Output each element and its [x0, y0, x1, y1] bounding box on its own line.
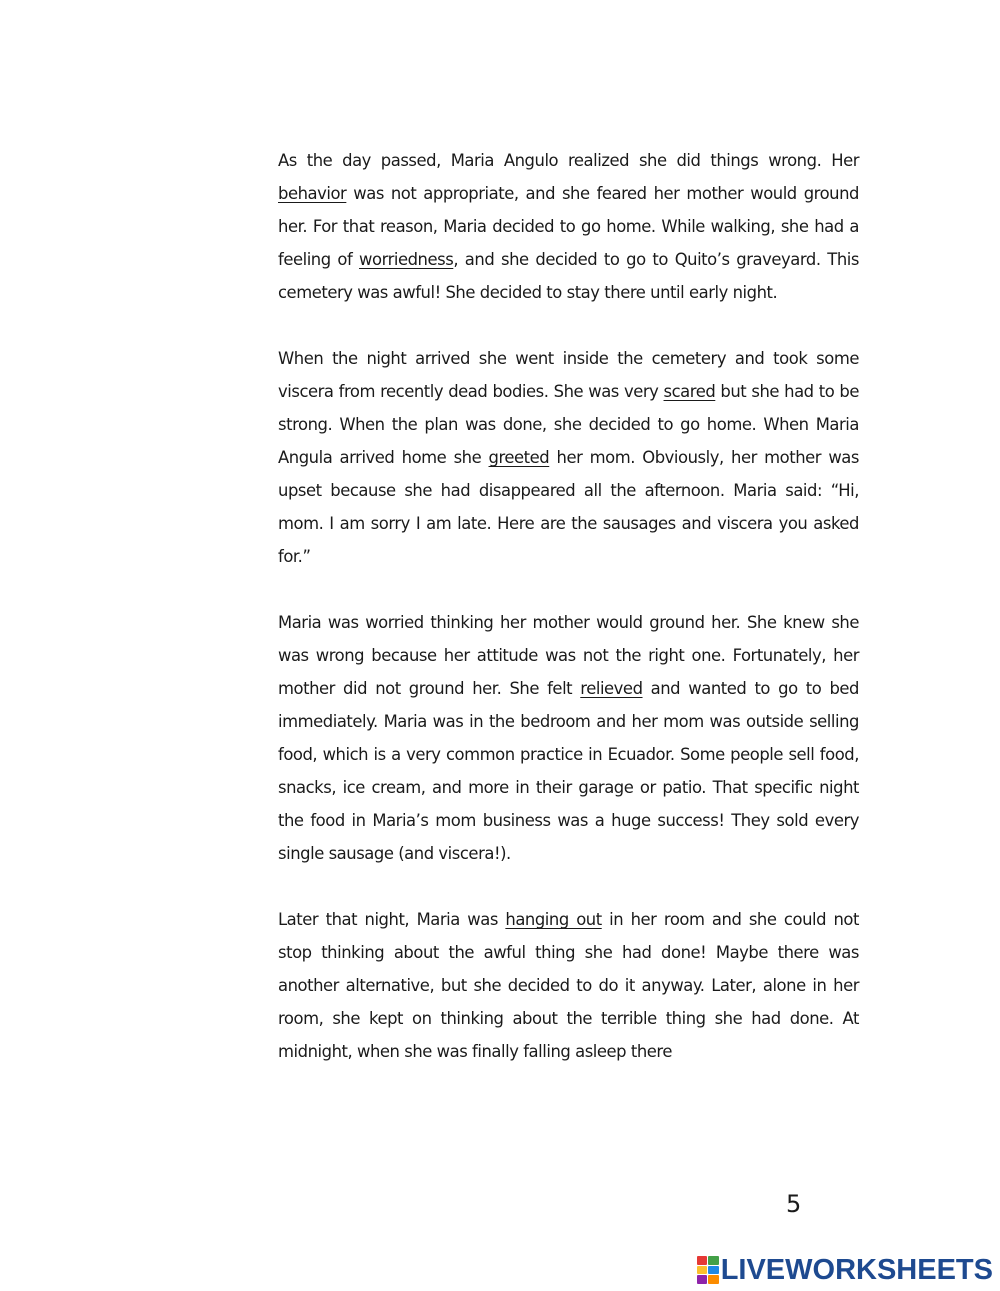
page-number: 5: [786, 1190, 802, 1218]
logo-mark-icon: [697, 1256, 719, 1284]
text-run: , and she decided to go to Quito’s graveyard. This cemetery was awful! She decided to stay there until early night.: [278, 250, 859, 302]
vocabulary-word: greeted: [488, 448, 550, 467]
logo-block: [708, 1266, 718, 1275]
text-run: When the night arrived she went inside the cemetery and took some viscera from recently dead bodies. She was very: [278, 349, 859, 401]
text-column: [278, 144, 859, 1101]
logo-block: [708, 1256, 718, 1265]
paragraph: [278, 144, 859, 309]
vocabulary-word: hanging out: [505, 910, 602, 929]
text-run: her mom. Obviously, her mother was upset because she had disappeared all the afternoon. Maria said: “Hi, mom. I am sorry I am late. Here are the sausages and viscera you asked for.”: [278, 448, 859, 566]
logo-block: [697, 1266, 707, 1275]
text-run: Later that night, Maria was: [278, 910, 506, 929]
logo-block: [708, 1275, 718, 1284]
text-run: but she had to be strong. When the plan was done, she decided to go home. When Maria Angula arrived home she: [278, 382, 859, 467]
brand-name: LIVEWORKSHEETS: [720, 1253, 993, 1286]
liveworksheets-logo[interactable]: [697, 1253, 993, 1287]
text-run: and wanted to go to bed immediately. Maria was in the bedroom and her mom was outside selling food, which is a very common practice in Ecuador. Some people sell food, snacks, ice cream, and more in their garage or patio. That specific night the food in Maria’s mom business was a huge success! They sold every single sausage (and viscera!).: [278, 679, 859, 863]
logo-block: [697, 1256, 707, 1265]
text-run: As the day passed, Maria Angulo realized she did things wrong. Her: [278, 151, 859, 170]
paragraph: [278, 342, 859, 573]
paragraph: [278, 606, 859, 870]
text-run: Maria was worried thinking her mother would ground her. She knew she was wrong because her attitude was not the right one. Fortunately, her mother did not ground her. She felt: [278, 613, 859, 698]
text-run: in her room and she could not stop thinking about the awful thing she had done! Maybe there was another alternative, but she decided to do it anyway. Later, alone in her room, she kept on thinking about the terrible thing she had done. At midnight, when she was finally falling asleep there: [278, 910, 859, 1061]
paragraph: [278, 903, 859, 1068]
text-run: was not appropriate, and she feared her mother would ground her. For that reason, Maria decided to go home. While walking, she had a feeling of: [278, 184, 859, 269]
vocabulary-word: relieved: [580, 679, 643, 698]
logo-block: [697, 1275, 707, 1284]
vocabulary-word: scared: [663, 382, 716, 401]
vocabulary-word: behavior: [278, 184, 347, 203]
vocabulary-word: worriedness: [359, 250, 454, 269]
